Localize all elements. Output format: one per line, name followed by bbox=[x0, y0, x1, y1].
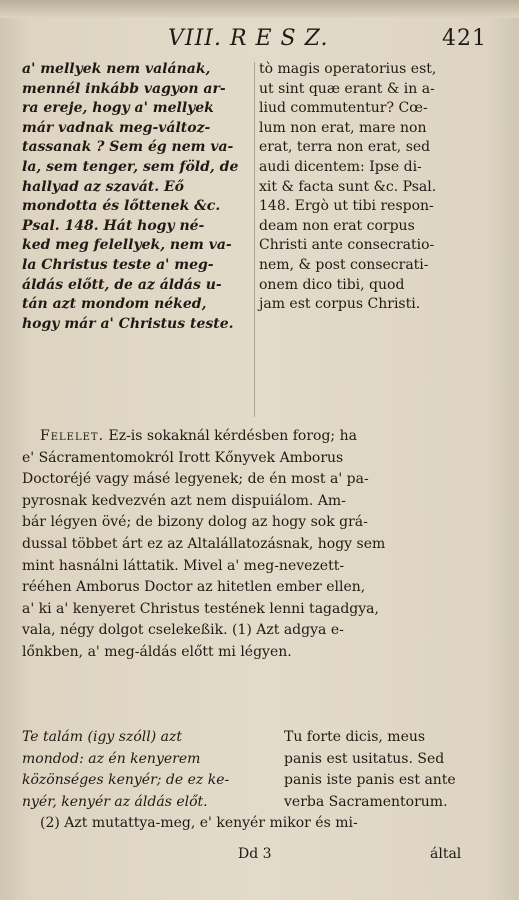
text-line: a' ki a' kenyeret Christus testének lenni tagadgya, bbox=[22, 600, 379, 617]
text-line: mint hasnálni láttatik. Mivel a' meg-nevezett- bbox=[22, 557, 345, 574]
text-line: áldás előtt, de az áldás u- bbox=[22, 276, 222, 293]
header-title: VIII. R E S Z. bbox=[168, 26, 329, 51]
latin-quote-line: Tu forte dicis, meus bbox=[284, 729, 426, 745]
page-number: 421 bbox=[442, 26, 487, 51]
quotation-row bbox=[22, 749, 492, 771]
text-line: Ez-is sokaknál kérdésben forog; ha bbox=[108, 428, 357, 444]
text-line: lum non erat, mare non bbox=[259, 119, 427, 136]
text-line: rééhen Amborus Doctor az hitetlen ember ellen, bbox=[22, 579, 366, 596]
text-line: hallyad az szavát. Eő bbox=[22, 178, 184, 195]
quotation-block bbox=[22, 727, 492, 813]
text-line: már vadnak meg-változ- bbox=[22, 119, 211, 136]
hungarian-quote-line: közönséges kenyér; de ez ke- bbox=[22, 772, 230, 789]
signature-mark: Dd 3 bbox=[238, 846, 272, 862]
text-line: nem, & post consecrati- bbox=[259, 256, 429, 273]
text-line: audi dicentem: Ipse di- bbox=[259, 158, 422, 175]
text-line: jam est corpus Christi. bbox=[259, 296, 421, 313]
latin-column bbox=[259, 60, 499, 315]
text-line: deam non erat corpus bbox=[259, 217, 415, 234]
quotation-row bbox=[22, 727, 492, 749]
text-line: ut sint quæ erant & in a- bbox=[259, 80, 435, 97]
answer-paragraph bbox=[22, 426, 492, 664]
text-line: la Christus teste a' meg- bbox=[22, 256, 214, 273]
hungarian-quote-line: nyér, kenyér az áldás előt. bbox=[22, 793, 208, 810]
answer-label: Felelet. bbox=[40, 428, 105, 444]
hungarian-quote-line: mondod: az én kenyerem bbox=[22, 750, 201, 767]
text-line: mondotta és lőttenek &c. bbox=[22, 198, 221, 215]
page-top-edge bbox=[0, 0, 519, 18]
text-line: hogy már a' Christus teste. bbox=[22, 315, 234, 332]
closing-line: (2) Azt mutattya-meg, e' kenyér mikor és mi- bbox=[40, 815, 358, 831]
latin-quote-line: panis est usitatus. Sed bbox=[284, 750, 445, 767]
latin-quote-line: verba Sacramentorum. bbox=[284, 793, 448, 810]
text-line: onem dico tibi, quod bbox=[259, 276, 405, 293]
hungarian-column bbox=[22, 60, 254, 334]
text-line: erat, terra non erat, sed bbox=[259, 139, 431, 156]
text-line: pyrosnak kedvezvén azt nem dispuiálom. Am- bbox=[22, 492, 346, 509]
answer-first-line bbox=[22, 426, 492, 448]
text-line: Doctoréjé vagy másé legyenek; de én most a' pa- bbox=[22, 471, 369, 488]
latin-quote-line: panis iste panis est ante bbox=[284, 772, 456, 789]
text-line: 148. Ergò ut tibi respon- bbox=[259, 198, 434, 215]
text-line: mennél inkább vagyon ar- bbox=[22, 80, 226, 97]
running-header bbox=[0, 26, 519, 56]
hungarian-quote-line: Te talám (igy szóll) azt bbox=[22, 729, 182, 745]
text-line: dussal többet árt ez az Altalállatozásnak, hogy sem bbox=[22, 535, 386, 552]
text-line: Christi ante consecratio- bbox=[259, 237, 435, 254]
text-line: lőnkben, a' meg-áldás előtt mi légyen. bbox=[22, 643, 292, 660]
text-line: tassanak ? Sem ég nem va- bbox=[22, 139, 234, 156]
catchword: által bbox=[430, 846, 462, 862]
text-line: tò magis operatorius est, bbox=[259, 61, 437, 77]
text-line: la, sem tenger, sem föld, de bbox=[22, 158, 239, 175]
text-line: Psal. 148. Hát hogy né- bbox=[22, 217, 205, 234]
text-line: liud commutentur? Cœ- bbox=[259, 100, 428, 117]
text-line: vala, négy dolgot cselekeßik. (1) Azt adgya e- bbox=[22, 622, 344, 639]
text-line: ra ereje, hogy a' mellyek bbox=[22, 100, 214, 117]
text-line: e' Sácramentomokról Irott Kőnyvek Amborus bbox=[22, 449, 344, 466]
quotation-row bbox=[22, 792, 492, 814]
text-line: tán azt mondom néked, bbox=[22, 296, 207, 313]
text-line: ked meg felellyek, nem va- bbox=[22, 237, 232, 254]
column-divider bbox=[254, 62, 255, 417]
text-line: bár légyen övé; de bizony dolog az hogy sok grá- bbox=[22, 514, 368, 531]
quotation-row bbox=[22, 770, 492, 792]
text-line: a' mellyek nem valának, bbox=[22, 61, 211, 77]
text-line: xit & facta sunt &c. Psal. bbox=[259, 178, 437, 195]
